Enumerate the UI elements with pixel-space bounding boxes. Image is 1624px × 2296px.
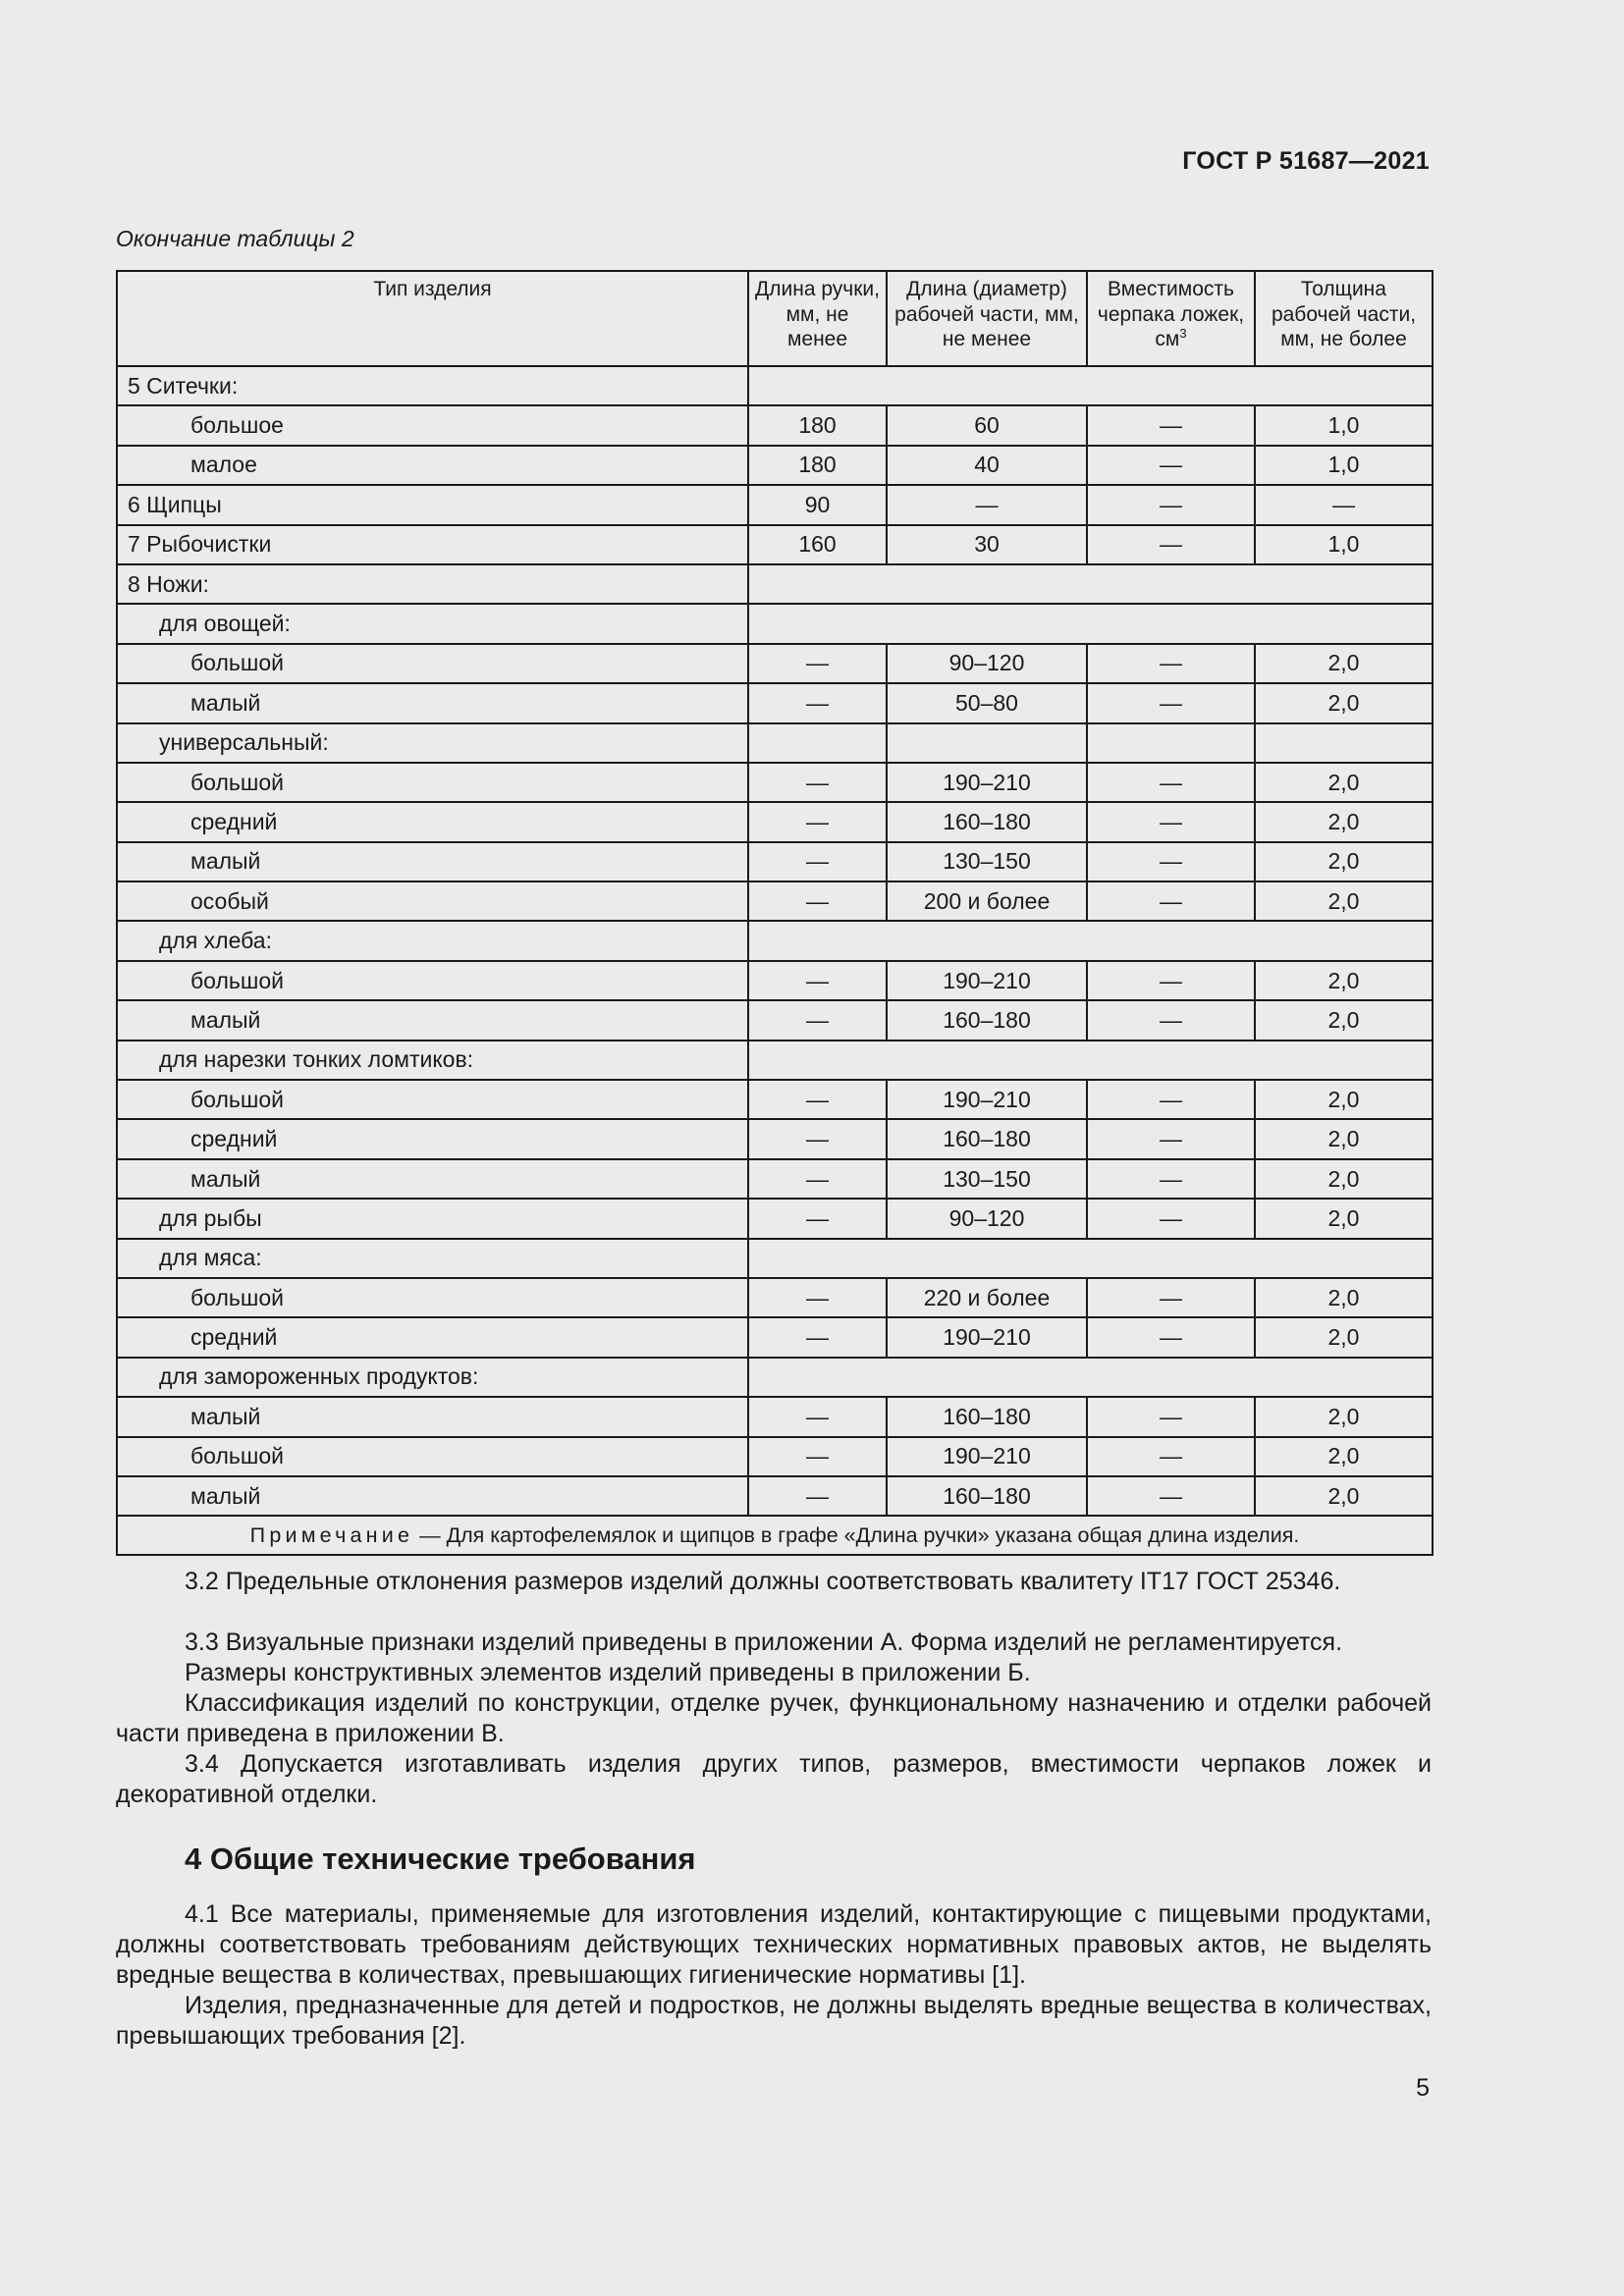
- header-handle-length: Длина ручки, мм, не менее: [748, 271, 887, 366]
- product-name-cell: универсальный:: [117, 723, 748, 763]
- table-row: [117, 1000, 1433, 1040]
- work-length-cell: 160–180: [887, 1119, 1087, 1158]
- product-name-cell: средний: [117, 1119, 748, 1158]
- work-length-cell: 160–180: [887, 1000, 1087, 1040]
- thickness-cell: 2,0: [1255, 842, 1433, 881]
- table-row: [117, 1278, 1433, 1317]
- product-name-cell: большой: [117, 1080, 748, 1119]
- handle-length-cell: —: [748, 1476, 887, 1516]
- capacity-cell: —: [1087, 881, 1255, 921]
- paragraph-3-4-text: 3.4 Допускается изготавливать изделия других типов, размеров, вместимости черпаков ложек и декоративной отделки.: [116, 1750, 1432, 1808]
- table-row: [117, 564, 1433, 604]
- group-empty-cell: [748, 1239, 1433, 1278]
- handle-length-cell: —: [748, 1080, 887, 1119]
- table-row: [117, 485, 1433, 524]
- handle-length-cell: —: [748, 1000, 887, 1040]
- section-4-heading: 4 Общие технические требования: [185, 1842, 696, 1876]
- header-capacity: [1087, 271, 1255, 366]
- capacity-cell: —: [1087, 1199, 1255, 1238]
- header-work-length: Длина (диаметр) рабочей части, мм, не менее: [887, 271, 1087, 366]
- product-name-cell: для нарезки тонких ломтиков:: [117, 1041, 748, 1080]
- thickness-cell: 2,0: [1255, 961, 1433, 1000]
- table-row: [117, 1080, 1433, 1119]
- work-length-cell: 190–210: [887, 961, 1087, 1000]
- handle-length-cell: —: [748, 802, 887, 841]
- table-row: [117, 644, 1433, 683]
- thickness-cell: 2,0: [1255, 1159, 1433, 1199]
- table-caption: Окончание таблицы 2: [116, 226, 354, 251]
- handle-length-cell: —: [748, 1437, 887, 1476]
- handle-length-cell: 180: [748, 405, 887, 445]
- paragraph-3-3-dimensions: [116, 1658, 1432, 1688]
- capacity-cell: —: [1087, 1397, 1255, 1436]
- table-row: [117, 366, 1433, 405]
- product-name-cell: большой: [117, 1278, 748, 1317]
- capacity-cell: —: [1087, 1080, 1255, 1119]
- work-length-cell: 190–210: [887, 763, 1087, 802]
- table-row: [117, 683, 1433, 722]
- product-name-cell: для овощей:: [117, 604, 748, 643]
- capacity-cell: —: [1087, 842, 1255, 881]
- capacity-cell: —: [1087, 1476, 1255, 1516]
- handle-length-cell: [748, 723, 887, 763]
- table-row: [117, 525, 1433, 564]
- work-length-cell: 50–80: [887, 683, 1087, 722]
- table-row: [117, 1239, 1433, 1278]
- work-length-cell: 90–120: [887, 644, 1087, 683]
- table-row: [117, 961, 1433, 1000]
- capacity-cell: —: [1087, 1159, 1255, 1199]
- handle-length-cell: —: [748, 842, 887, 881]
- handle-length-cell: —: [748, 1317, 887, 1357]
- thickness-cell: 1,0: [1255, 446, 1433, 485]
- work-length-cell: 90–120: [887, 1199, 1087, 1238]
- capacity-cell: —: [1087, 1278, 1255, 1317]
- thickness-cell: 1,0: [1255, 525, 1433, 564]
- capacity-cell: —: [1087, 644, 1255, 683]
- thickness-cell: 2,0: [1255, 802, 1433, 841]
- work-length-cell: 220 и более: [887, 1278, 1087, 1317]
- product-name-cell: средний: [117, 802, 748, 841]
- work-length-cell: 60: [887, 405, 1087, 445]
- note-label: Примечание: [249, 1522, 414, 1547]
- product-name-cell: 5 Ситечки:: [117, 366, 748, 405]
- handle-length-cell: —: [748, 1199, 887, 1238]
- work-length-cell: [887, 723, 1087, 763]
- group-empty-cell: [748, 1358, 1433, 1397]
- work-length-cell: 160–180: [887, 1397, 1087, 1436]
- product-name-cell: для рыбы: [117, 1199, 748, 1238]
- product-name-cell: малый: [117, 1476, 748, 1516]
- thickness-cell: 2,0: [1255, 683, 1433, 722]
- capacity-cell: —: [1087, 961, 1255, 1000]
- product-name-cell: малый: [117, 1397, 748, 1436]
- work-length-cell: 130–150: [887, 842, 1087, 881]
- table-row: [117, 1159, 1433, 1199]
- handle-length-cell: —: [748, 1119, 887, 1158]
- table-body: [117, 366, 1433, 1516]
- document-number: ГОСТ Р 51687—2021: [1182, 147, 1430, 175]
- table-row: [117, 604, 1433, 643]
- table-row: [117, 842, 1433, 881]
- product-name-cell: большой: [117, 1437, 748, 1476]
- capacity-cell: —: [1087, 1437, 1255, 1476]
- handle-length-cell: 90: [748, 485, 887, 524]
- paragraph-3-2-text: 3.2 Предельные отклонения размеров изделий должны соответствовать квалитету IT17 ГОСТ 25346.: [185, 1568, 1341, 1595]
- product-name-cell: малое: [117, 446, 748, 485]
- work-length-cell: 130–150: [887, 1159, 1087, 1199]
- table-row: [117, 1476, 1433, 1516]
- group-empty-cell: [748, 921, 1433, 960]
- table-row: [117, 1437, 1433, 1476]
- handle-length-cell: —: [748, 644, 887, 683]
- group-empty-cell: [748, 1041, 1433, 1080]
- product-name-cell: средний: [117, 1317, 748, 1357]
- thickness-cell: 2,0: [1255, 1080, 1433, 1119]
- group-empty-cell: [748, 564, 1433, 604]
- table-row: [117, 446, 1433, 485]
- product-dimensions-table: [116, 270, 1434, 1556]
- table-row: [117, 881, 1433, 921]
- table-note: [117, 1516, 1433, 1555]
- table-row: [117, 1358, 1433, 1397]
- table-row: [117, 1119, 1433, 1158]
- table-row: [117, 921, 1433, 960]
- capacity-cell: —: [1087, 485, 1255, 524]
- capacity-cell: —: [1087, 763, 1255, 802]
- handle-length-cell: —: [748, 1278, 887, 1317]
- table-row: [117, 1397, 1433, 1436]
- handle-length-cell: 180: [748, 446, 887, 485]
- group-empty-cell: [748, 366, 1433, 405]
- thickness-cell: 2,0: [1255, 1317, 1433, 1357]
- paragraph-4-1-children-text: Изделия, предназначенные для детей и подростков, не должны выделять вредные вещества в количествах, превышающих требования [2].: [116, 1992, 1432, 2050]
- header-thickness: Толщина рабочей части, мм, не более: [1255, 271, 1433, 366]
- product-name-cell: для замороженных продуктов:: [117, 1358, 748, 1397]
- paragraph-3-3-classification-text: Классификация изделий по конструкции, отделке ручек, функциональному назначению и отделки рабочей части приведена в приложении В.: [116, 1689, 1432, 1747]
- paragraph-3-4: [116, 1749, 1432, 1810]
- work-length-cell: 200 и более: [887, 881, 1087, 921]
- table-row: [117, 405, 1433, 445]
- table-row: [117, 802, 1433, 841]
- capacity-cell: —: [1087, 683, 1255, 722]
- product-name-cell: большой: [117, 961, 748, 1000]
- capacity-cell: —: [1087, 1119, 1255, 1158]
- work-length-cell: 160–180: [887, 1476, 1087, 1516]
- table-row: [117, 1199, 1433, 1238]
- handle-length-cell: —: [748, 961, 887, 1000]
- handle-length-cell: —: [748, 763, 887, 802]
- handle-length-cell: —: [748, 1159, 887, 1199]
- product-name-cell: для хлеба:: [117, 921, 748, 960]
- capacity-cell: —: [1087, 802, 1255, 841]
- work-length-cell: 30: [887, 525, 1087, 564]
- capacity-cell: [1087, 723, 1255, 763]
- header-capacity-text: Вместимость черпака ложек, см: [1097, 278, 1245, 351]
- paragraph-3-3-dimensions-text: Размеры конструктивных элементов изделий приведены в приложении Б.: [185, 1659, 1031, 1686]
- thickness-cell: 2,0: [1255, 1397, 1433, 1436]
- product-name-cell: особый: [117, 881, 748, 921]
- handle-length-cell: —: [748, 881, 887, 921]
- handle-length-cell: —: [748, 1397, 887, 1436]
- work-length-cell: —: [887, 485, 1087, 524]
- note-text: — Для картофелемялок и щипцов в графе «Длина ручки» указана общая длина изделия.: [413, 1522, 1300, 1547]
- thickness-cell: 2,0: [1255, 1000, 1433, 1040]
- group-empty-cell: [748, 604, 1433, 643]
- header-product-type: Тип изделия: [117, 271, 748, 366]
- work-length-cell: 190–210: [887, 1317, 1087, 1357]
- product-name-cell: для мяса:: [117, 1239, 748, 1278]
- header-capacity-superscript: 3: [1179, 326, 1187, 342]
- product-name-cell: малый: [117, 683, 748, 722]
- handle-length-cell: 160: [748, 525, 887, 564]
- paragraph-4-1-children: [116, 1991, 1432, 2052]
- product-name-cell: малый: [117, 842, 748, 881]
- paragraph-3-3-classification: [116, 1688, 1432, 1749]
- paragraph-4-1: [116, 1899, 1432, 1991]
- page-number: 5: [1416, 2074, 1430, 2102]
- paragraph-3-2: [116, 1567, 1432, 1597]
- paragraph-3-3: [116, 1628, 1432, 1658]
- table-row: [117, 1317, 1433, 1357]
- thickness-cell: 2,0: [1255, 1199, 1433, 1238]
- thickness-cell: 2,0: [1255, 1119, 1433, 1158]
- capacity-cell: —: [1087, 446, 1255, 485]
- work-length-cell: 190–210: [887, 1080, 1087, 1119]
- work-length-cell: 40: [887, 446, 1087, 485]
- product-name-cell: малый: [117, 1159, 748, 1199]
- thickness-cell: —: [1255, 485, 1433, 524]
- capacity-cell: —: [1087, 525, 1255, 564]
- product-name-cell: 7 Рыбочистки: [117, 525, 748, 564]
- thickness-cell: 2,0: [1255, 1437, 1433, 1476]
- table-header-row: [117, 271, 1433, 366]
- thickness-cell: 2,0: [1255, 881, 1433, 921]
- product-name-cell: большой: [117, 644, 748, 683]
- product-name-cell: 8 Ножи:: [117, 564, 748, 604]
- paragraph-3-3-text: 3.3 Визуальные признаки изделий приведены в приложении А. Форма изделий не регламентируется.: [185, 1629, 1343, 1656]
- capacity-cell: —: [1087, 1317, 1255, 1357]
- paragraph-4-1-text: 4.1 Все материалы, применяемые для изготовления изделий, контактирующие с пищевыми продуктами, должны соответствовать требованиям действующих технических нормативных правовых актов, не выделять вредные вещества в количествах, превышающих гигиенические нормативы [1].: [116, 1900, 1432, 1989]
- product-name-cell: большой: [117, 763, 748, 802]
- table-row: [117, 723, 1433, 763]
- thickness-cell: [1255, 723, 1433, 763]
- product-name-cell: малый: [117, 1000, 748, 1040]
- handle-length-cell: —: [748, 683, 887, 722]
- capacity-cell: —: [1087, 1000, 1255, 1040]
- product-name-cell: большое: [117, 405, 748, 445]
- thickness-cell: 2,0: [1255, 1476, 1433, 1516]
- thickness-cell: 1,0: [1255, 405, 1433, 445]
- table-row: [117, 763, 1433, 802]
- thickness-cell: 2,0: [1255, 1278, 1433, 1317]
- work-length-cell: 190–210: [887, 1437, 1087, 1476]
- table-note-row: [117, 1516, 1433, 1555]
- work-length-cell: 160–180: [887, 802, 1087, 841]
- product-name-cell: 6 Щипцы: [117, 485, 748, 524]
- thickness-cell: 2,0: [1255, 644, 1433, 683]
- table-row: [117, 1041, 1433, 1080]
- thickness-cell: 2,0: [1255, 763, 1433, 802]
- capacity-cell: —: [1087, 405, 1255, 445]
